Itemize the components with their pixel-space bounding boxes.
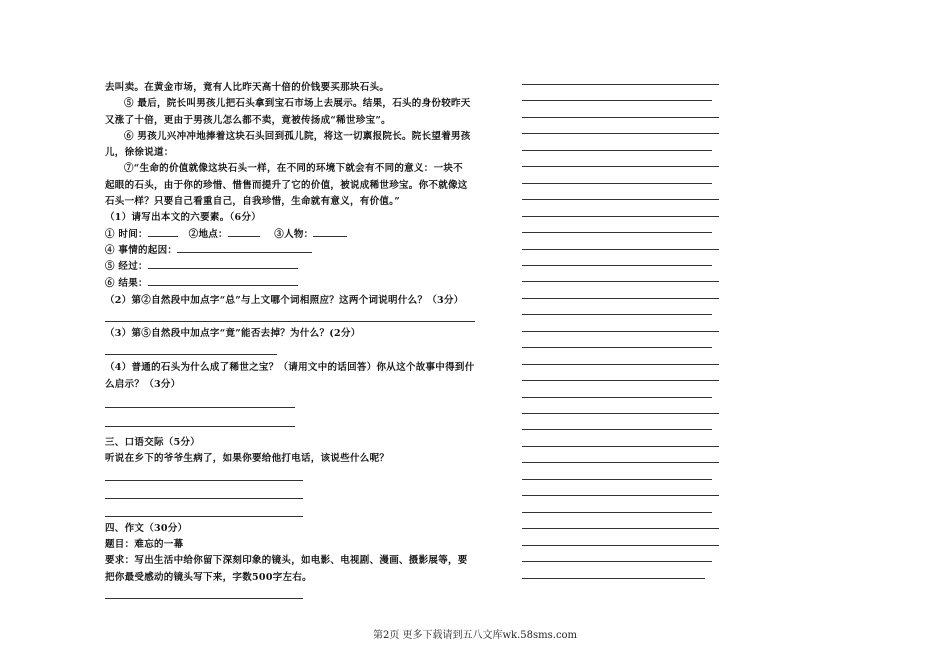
writing-line[interactable] [522, 298, 719, 299]
essay-requirements-cont: 把你最受感动的镜头写下来，字数500字左右。 [105, 571, 312, 583]
writing-line[interactable] [522, 561, 712, 562]
place-label: ②地点： [188, 228, 228, 240]
writing-line[interactable] [522, 150, 712, 151]
question-4-answer-line[interactable] [105, 418, 295, 427]
process-blank[interactable] [148, 259, 298, 269]
writing-line[interactable] [522, 133, 719, 134]
cause-blank[interactable] [177, 243, 312, 253]
writing-line[interactable] [522, 479, 712, 480]
left-column [105, 80, 475, 599]
writing-line[interactable] [522, 84, 719, 85]
writing-line[interactable] [522, 429, 712, 430]
writing-line[interactable] [522, 314, 712, 315]
section-3-answer-line[interactable] [105, 490, 303, 499]
question-1-row-1 [105, 227, 475, 243]
question-4-answer-line[interactable] [105, 399, 295, 408]
story-line: 石头一样？只要自己看重自己，自我珍惜，生命就有意义，有价值。” [105, 196, 401, 208]
writing-line[interactable] [522, 232, 712, 233]
section-3-title: 三、口语交际（5分） [105, 437, 201, 449]
writing-line[interactable] [522, 545, 719, 546]
writing-line[interactable] [522, 380, 719, 381]
question-4-prompt-cont: 么启示？（3分） [105, 378, 181, 390]
time-label: ① 时间： [105, 228, 148, 240]
question-4-prompt: （4）普通的石头为什么成了稀世之宝？（请用文中的话回答）你从这个故事中得到什 [105, 362, 475, 374]
writing-line[interactable] [522, 495, 719, 496]
question-1-row-2 [105, 243, 475, 259]
result-blank[interactable] [148, 276, 298, 286]
page-footer: 第2页 更多下载请到五八文库wk.58sms.com [372, 630, 578, 641]
story-paragraph-6: ⑥ 男孩儿兴冲冲地捧着这块石头回到孤儿院，将这一切禀报院长。院长望着男孩 [124, 130, 471, 142]
writing-line[interactable] [522, 413, 719, 414]
section-3-prompt: 听说在乡下的爷爷生病了，如果你要给他打电话，该说些什么呢？ [105, 453, 390, 465]
essay-topic: 题目：难忘的一幕 [105, 538, 184, 550]
section-4-title: 四、作文（30分） [105, 522, 188, 534]
story-line: 去叫卖。在黄金市场，竟有人比昨天高十倍的价钱要买那块石头。 [105, 82, 390, 93]
essay-writing-line[interactable] [105, 590, 303, 599]
story-line: 儿，徐徐说道： [105, 147, 174, 159]
writing-line[interactable] [522, 446, 719, 447]
writing-line[interactable] [522, 265, 712, 266]
writing-line[interactable] [522, 331, 719, 332]
question-2-prompt: （2）第②自然段中加点字“总”与上文哪个词相照应？这两个词说明什么？（3分） [105, 294, 464, 306]
people-label: ③人物： [274, 228, 314, 240]
people-blank[interactable] [313, 227, 347, 237]
writing-line[interactable] [522, 512, 712, 513]
story-line: 又涨了十倍，更由于男孩儿怎么都不卖，竟被传扬成“稀世珍宝”。 [105, 114, 391, 126]
writing-line[interactable] [522, 166, 719, 167]
section-3-answer-line[interactable] [105, 472, 303, 481]
question-1-row-3 [105, 259, 475, 275]
story-paragraph-7: ⑦“生命的价值就像这块石头一样，在不同的环境下就会有不同的意义：一块不 [124, 163, 463, 175]
writing-line[interactable] [522, 578, 705, 579]
result-label: ⑥ 结果： [105, 277, 148, 289]
writing-line[interactable] [522, 117, 719, 118]
writing-line[interactable] [522, 199, 719, 200]
writing-line[interactable] [522, 183, 712, 184]
question-1-prompt: （1）请写出本文的六要素。（6分） [105, 212, 262, 224]
question-3-prompt: （3）第⑤自然段中加点字“竟”能否去掉？为什么？(2分） [105, 328, 361, 340]
process-label: ⑤ 经过： [105, 261, 148, 273]
section-3-answer-line[interactable] [105, 508, 303, 517]
question-2-answer-line[interactable] [105, 313, 475, 322]
place-blank[interactable] [228, 227, 260, 237]
writing-line[interactable] [522, 249, 719, 250]
story-paragraph-5: ⑤ 最后，院长叫男孩儿把石头拿到宝石市场上去展示。结果，石头的身份较昨天 [124, 98, 471, 110]
writing-line[interactable] [522, 281, 719, 282]
writing-line[interactable] [522, 216, 719, 217]
essay-requirements: 要求：写出生活中给你留下深刻印象的镜头，如电影、电视剧、漫画、摄影展等，要 [105, 555, 468, 567]
cause-label: ④ 事情的起因： [105, 244, 178, 256]
question-3-answer-line[interactable] [105, 346, 277, 355]
writing-line[interactable] [522, 100, 712, 101]
writing-line[interactable] [522, 364, 719, 365]
question-1-row-4 [105, 276, 475, 292]
writing-line[interactable] [522, 462, 719, 463]
writing-line[interactable] [522, 528, 719, 529]
writing-line[interactable] [522, 347, 712, 348]
writing-line[interactable] [522, 397, 712, 398]
story-line: 起眼的石头，由于你的珍惜、惜售而提升了它的价值，被说成稀世珍宝。你不就像这 [105, 179, 468, 191]
time-blank[interactable] [148, 227, 178, 237]
